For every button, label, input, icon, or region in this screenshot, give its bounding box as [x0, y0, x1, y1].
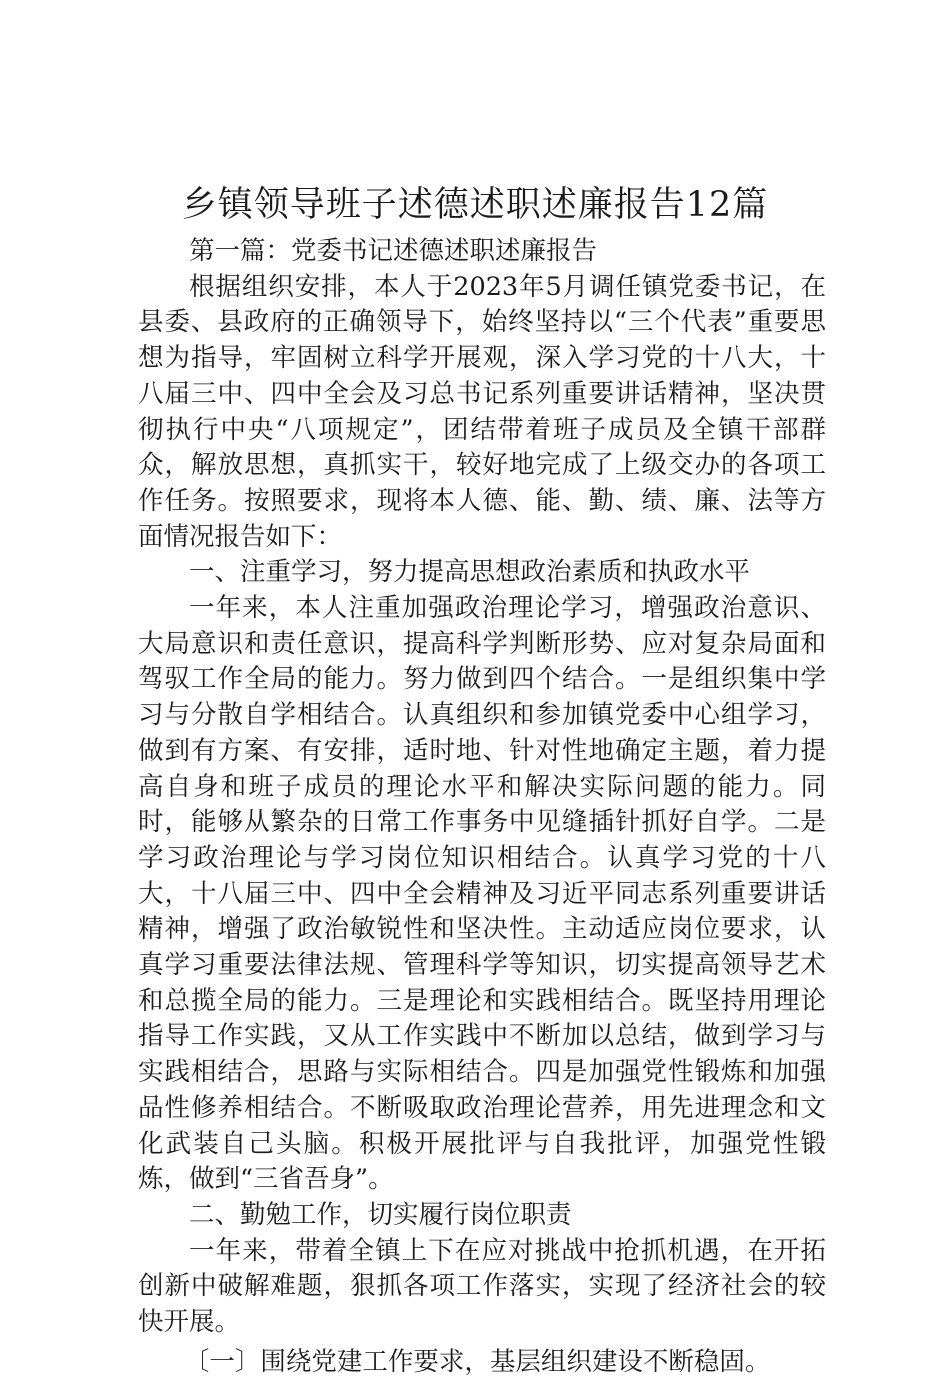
section-title: 第一篇：党委书记述德述职述廉报告: [189, 236, 598, 266]
document-body: [138, 234, 826, 1381]
sub-heading-party-building: 〔一〕围绕党建工作要求，基层组织建设不断稳固。: [183, 1346, 771, 1377]
paragraph-intro: 根据组织安排，本人于2023年5月调任镇党委书记，在县委、县政府的正确领导下，始终坚持以“三个代表”重要思想为指导，牢固树立科学开展观，深入学习党的十八大，十八届三中、四中全会及习总书记系列重要讲话精神，坚决贯彻执行中央“八项规定”，团结带着班子成员及全镇干部群众，解放思想，真抓实干，较好地完成了上级交办的各项工作任务。按照要求，现将本人德、能、勤、绩、廉、法等方面情况报告如下：: [138, 271, 826, 552]
paragraph-study: 一年来，本人注重加强政治理论学习，增强政治意识、大局意识和责任意识，提高科学判断形势、应对复杂局面和驾驭工作全局的能力。努力做到四个结合。一是组织集中学习与分散自学相结合。认真组织和参加镇党委中心组学习，做到有方案、有安排，适时地、针对性地确定主题，着力提高自身和班子成员的理论水平和解决实际问题的能力。同时，能够从繁杂的日常工作事务中见缝插针抓好自学。二是学习政治理论与学习岗位知识相结合。认真学习党的十八大，十八届三中、四中全会精神及习近平同志系列重要讲话精神，增强了政治敏锐性和坚决性。主动适应岗位要求，认真学习重要法律法规、管理科学等知识，切实提高领导艺术和总揽全局的能力。三是理论和实践相结合。既坚持用理论指导工作实践，又从工作实践中不断加以总结，做到学习与实践相结合，思路与实际相结合。四是加强党性锻炼和加强品性修养相结合。不断吸取政治理论营养，用先进理念和文化武装自己头脑。积极开展批评与自我批评，加强党性锻炼，做到“三省吾身”。: [138, 593, 826, 1195]
paragraph-work: 一年来，带着全镇上下在应对挑战中抢抓机遇，在开拓创新中破解难题，狠抓各项工作落实，实现了经济社会的较快开展。: [138, 1235, 826, 1338]
heading-one: 一、注重学习，努力提高思想政治素质和执政水平: [189, 557, 751, 588]
document-title: 乡镇领导班子述德述职述廉报告12篇: [181, 185, 769, 225]
heading-two: 二、勤勉工作，切实履行岗位职责: [189, 1199, 572, 1230]
